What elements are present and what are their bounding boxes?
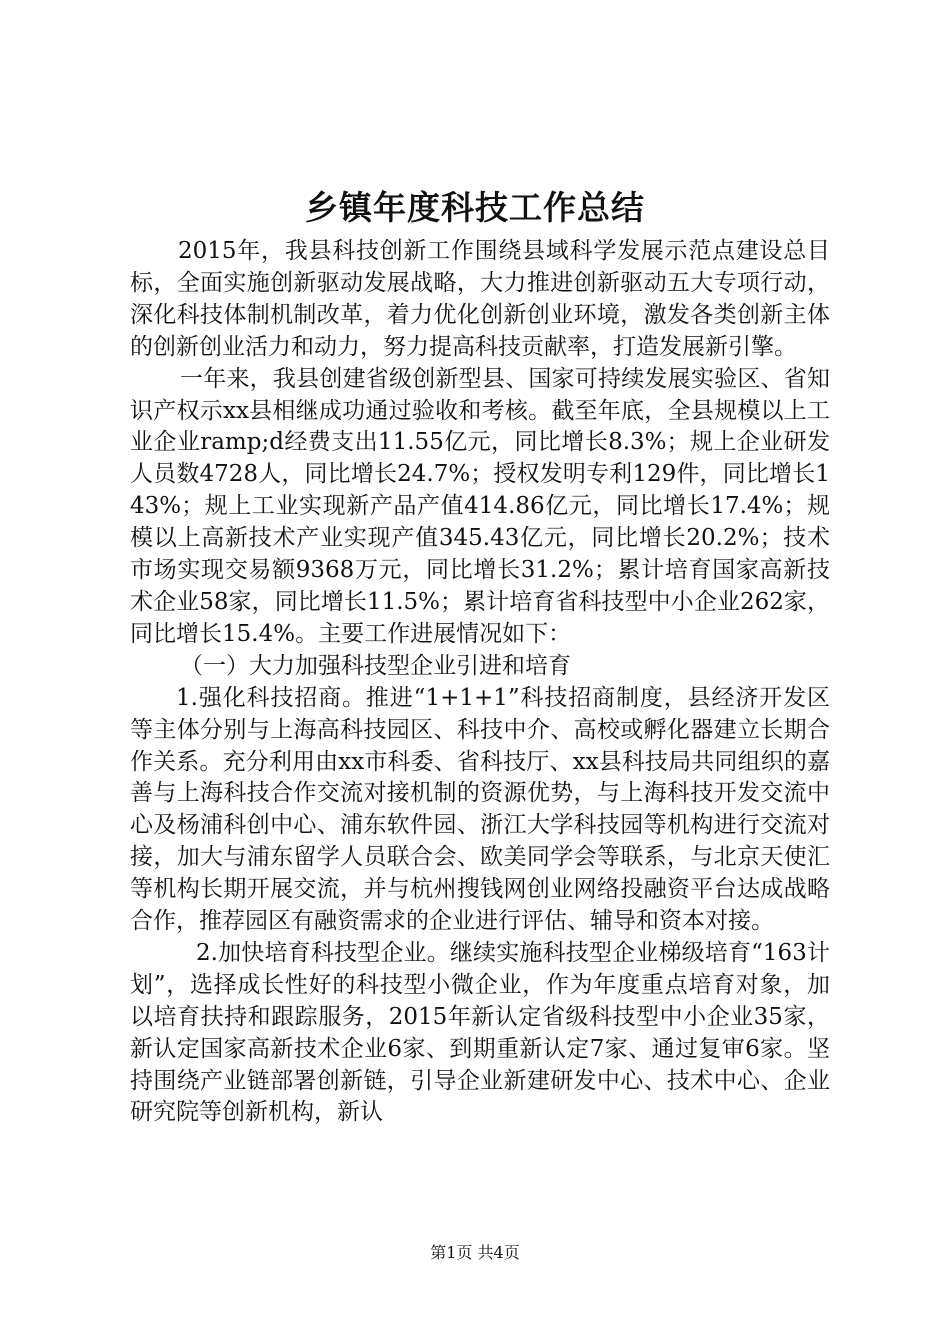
overview-paragraph: 一年来，我县创建省级创新型县、国家可持续发展实验区、省知识产权示xx县相继成功通过验收和考核。截至年底，全县规模以上工业企业ramp;d经费支出11.55亿元，同比增长8.3%；规上企业研发人员数4728人，同比增长24.7%；授权发明专利129件，同比增长143%；规上工业实现新产品产值414.86亿元，同比增长17.4%；规模以上高新技术产业实现产值345.43亿元，同比增长20.2%；技术市场实现交易额9368万元，同比增长31.2%；累计培育国家高新技术企业58家，同比增长11.5%；累计培育省科技型中小企业262家，同比增长15.4%。主要工作进展情况如下： [130, 365, 830, 647]
item-1-paragraph: 1.强化科技招商。推进“1+1+1”科技招商制度，县经济开发区等主体分别与上海高科技园区、科技中介、高校或孵化器建立长期合作关系。充分利用由xx市科委、省科技厅、xx县科技局共同组织的嘉善与上海科技合作交流对接机制的资源优势，与上海科技开发交流中心及杨浦科创中心、浦东软件园、浙江大学科技园等机构进行交流对接，加大与浦东留学人员联合会、欧美同学会等联系，与北京天使汇等机构长期开展交流，并与杭州搜钱网创业网络投融资平台达成战略合作，推荐园区有融资需求的企业进行评估、辅导和资本对接。 [130, 684, 830, 935]
section-heading: （一）大力加强科技型企业引进和培育 [180, 652, 571, 679]
intro-paragraph: 2015年，我县科技创新工作围绕县域科学发展示范点建设总目标，全面实施创新驱动发展战略，大力推进创新驱动五大专项行动，深化科技体制机制改革，着力优化创新创业环境，激发各类创新主体的创新创业活力和动力，努力提高科技贡献率，打造发展新引擎。 [130, 238, 830, 360]
item-2-paragraph: 2.加快培育科技型企业。继续实施科技型企业梯级培育“163计划”，选择成长性好的科技型小微企业，作为年度重点培育对象，加以培育扶持和跟踪服务，2015年新认定省级科技型中小企业35家，新认定国家高新技术企业6家、到期重新认定7家、通过复审6家。坚持围绕产业链部署创新链，引导企业新建研发中心、技术中心、企业研究院等创新机构，新认 [130, 939, 830, 1126]
document-body [130, 236, 830, 1129]
page-footer: 第1页 共4页 [430, 1243, 520, 1262]
document-title: 乡镇年度科技工作总结 [305, 188, 645, 227]
